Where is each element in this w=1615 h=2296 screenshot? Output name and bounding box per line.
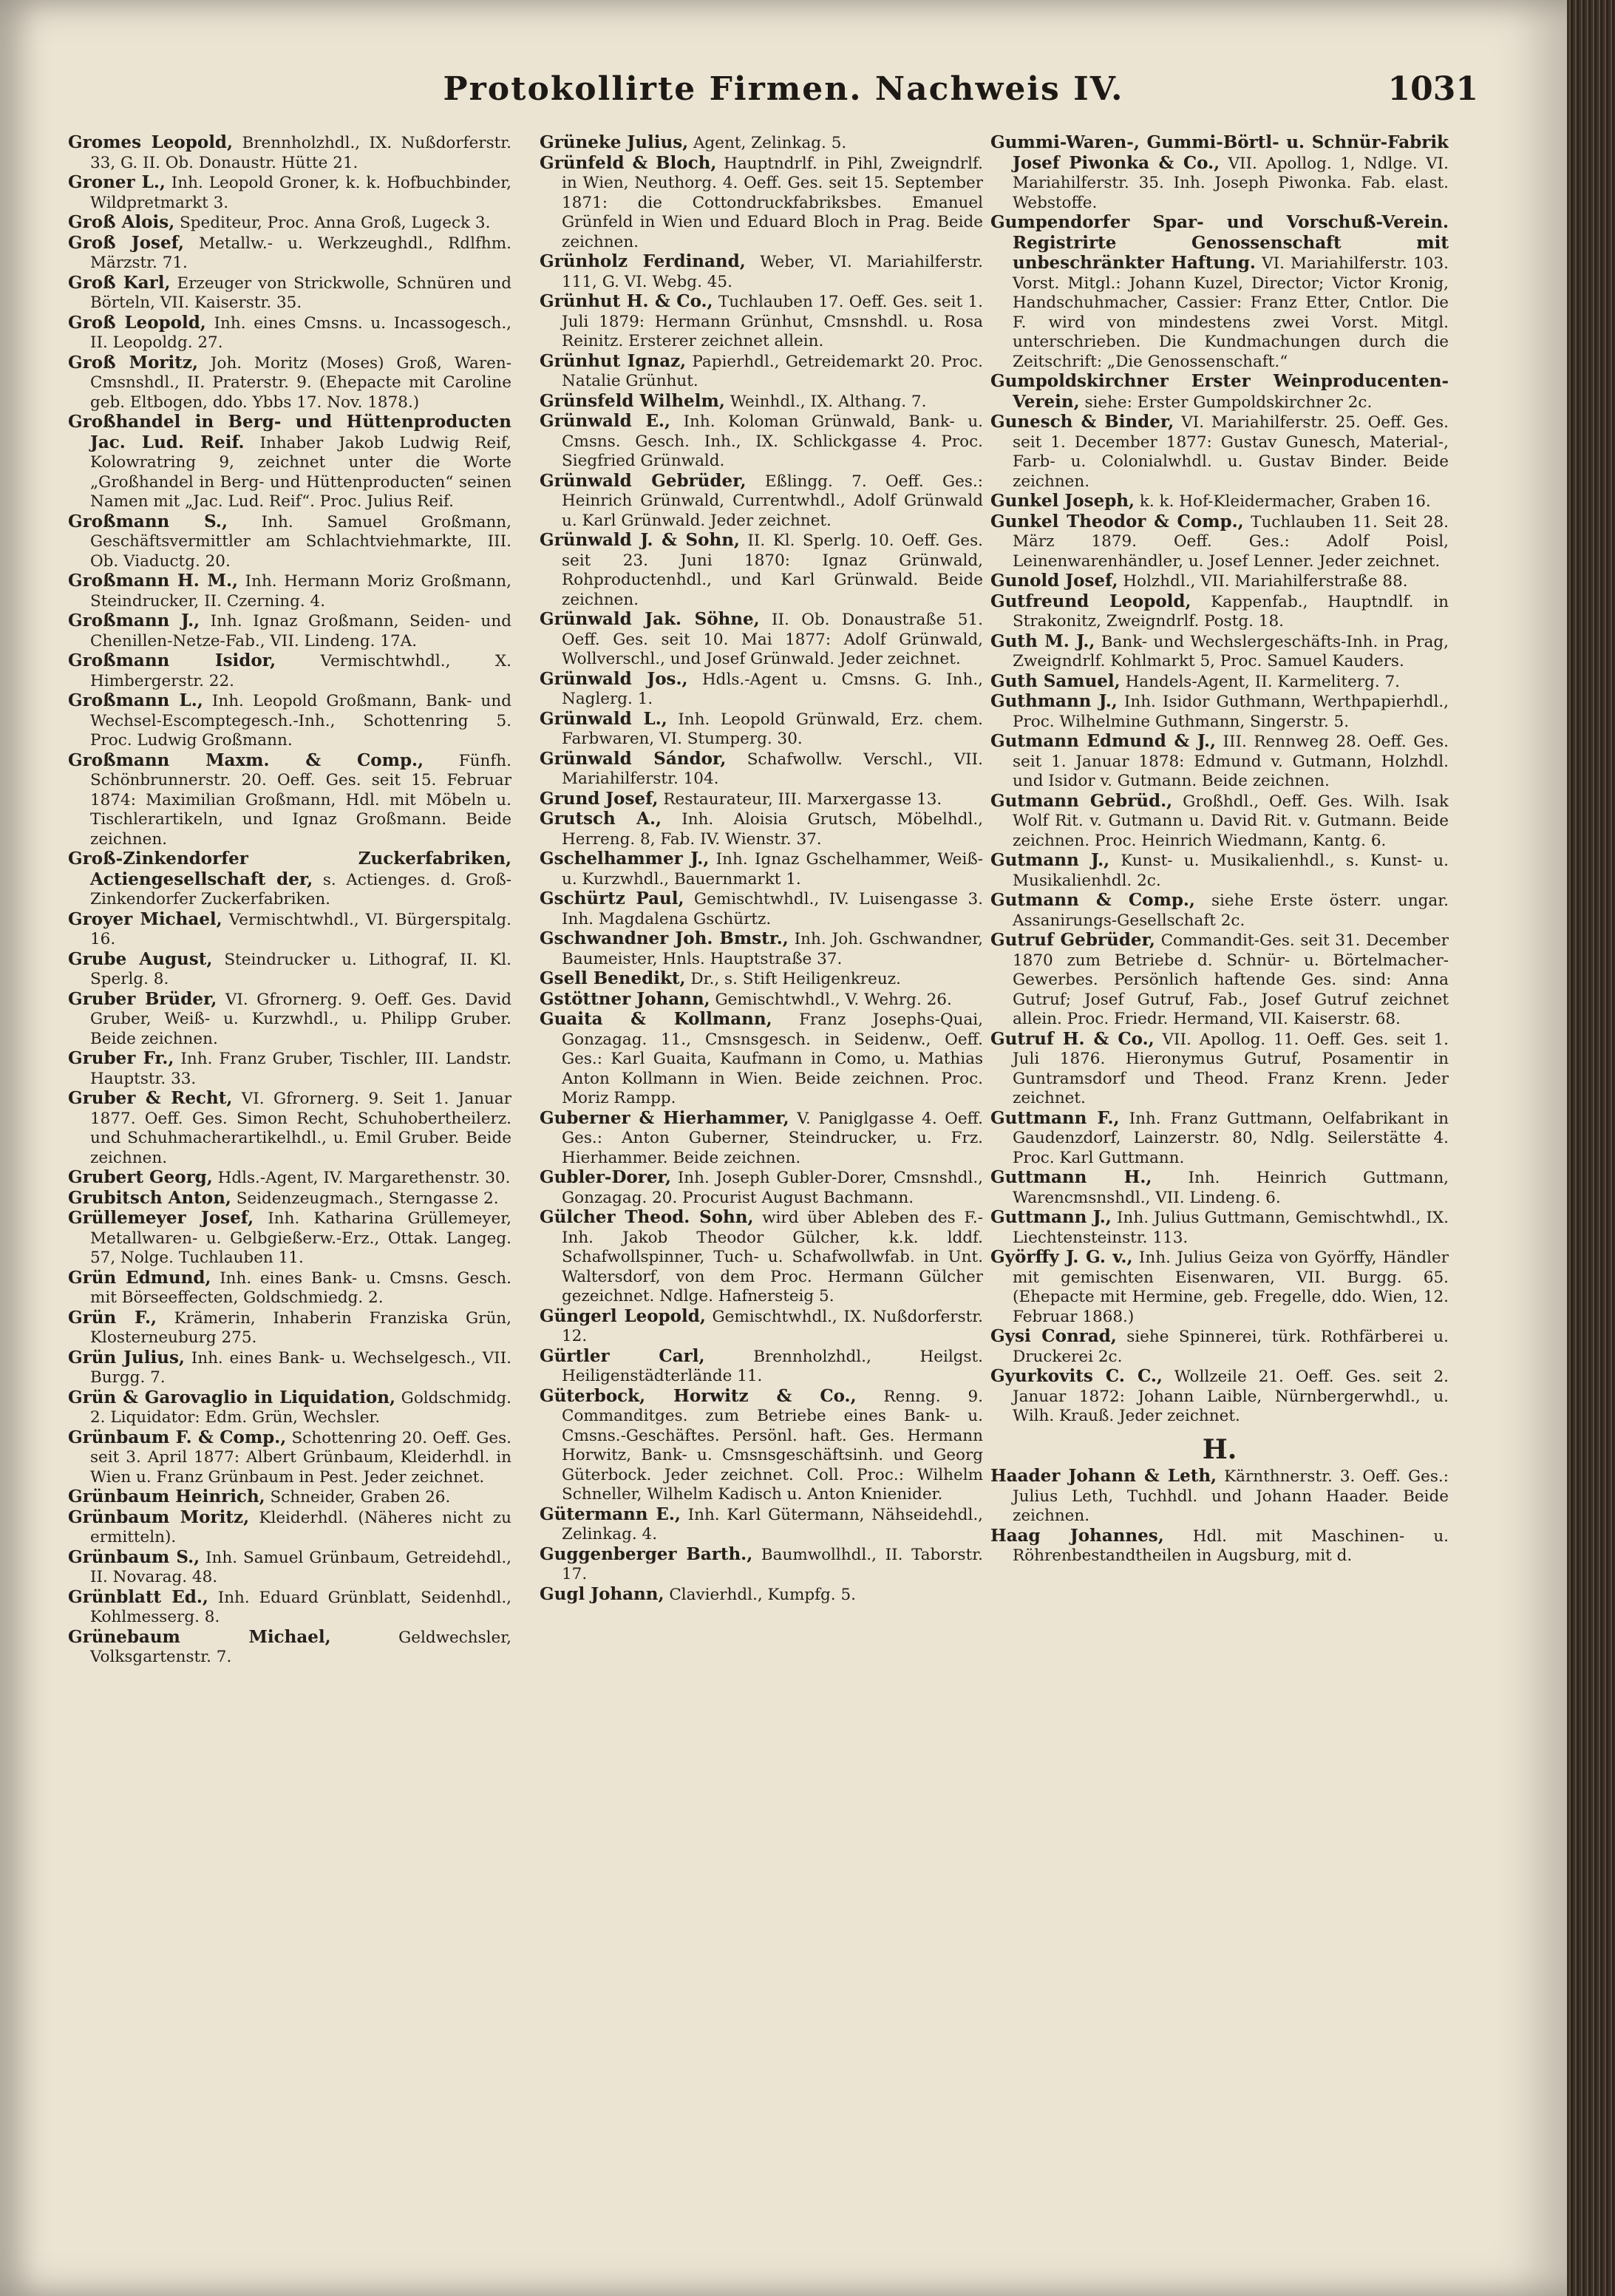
firm-name: Grünbaum F. & Comp.,: [68, 1427, 287, 1447]
firm-name: Gruber Fr.,: [68, 1048, 174, 1068]
directory-entry: [990, 672, 1449, 693]
directory-entry: [68, 1209, 511, 1268]
firm-details: siehe: Erster Gumpoldskirchner 2c.: [1084, 393, 1373, 412]
directory-entry: [990, 931, 1449, 1030]
firm-details: VII. Apollog. 11. Oeff. Ges. seit 1. Juli 1876. Hieronymus Gutruf, Posamentir in Guntramsdorf und Theod. Franz Krenn. Jeder zeichnet.: [1013, 1030, 1449, 1107]
firm-name: Großmann L.,: [68, 690, 203, 710]
firm-details: VI. Gfrornerg. 9. Oeff. Ges. David Gruber, Weiß- u. Kurzwhdl., u. Philipp Gruber. Beide zeichnen.: [90, 990, 511, 1048]
firm-name: Groß Karl,: [68, 272, 171, 293]
firm-details: Inh. Ignaz Großmann, Seiden- und Chenillen-Netze-Fab., VII. Lindeng. 17A.: [90, 612, 511, 651]
directory-entry: [540, 929, 983, 969]
firm-name: Grüllemeyer Josef,: [68, 1208, 254, 1228]
firm-name: Grünwald Jos.,: [540, 668, 688, 689]
firm-details: Inh. Katharina Grüllemeyer, Metallwaren- u. Gelbgießerw.-Erz., Ottak. Langeg. 57, Nolge. Tuchlauben 11.: [90, 1209, 511, 1267]
directory-entry: [540, 750, 983, 789]
column-right: [990, 133, 1449, 2277]
firm-details: Franz Josephs-Quai, Gonzagag. 11., Cmsnsgesch. in Seidenw., Oeff. Ges.: Karl Guaita, Kaufmann in Como, u. Mathias Anton Kollmann in Wien. Beide zeichnen. Proc. Moriz Rampp.: [562, 1011, 983, 1107]
firm-details: Hdl. mit Maschinen- u. Röhrenbestandtheilen in Augsburg, mit d.: [1013, 1526, 1449, 1565]
firm-details: Wollzeile 21. Oeff. Ges. seit 2. Januar 1872: Johann Laible, Nürnbergerwhdl., u. Wilh. Krauß. Jeder zeichnet.: [1013, 1368, 1449, 1425]
firm-details: Metallw.- u. Werkzeughdl., Rdlfhm. Märzstr. 71.: [90, 234, 511, 272]
firm-details: Eßlingg. 7. Oeff. Ges.: Heinrich Grünwald, Currentwhdl., Adolf Grünwald u. Karl Grünwald. Jeder zeichnet.: [562, 472, 983, 530]
firm-details: Weinhdl., IX. Althang. 7.: [730, 392, 927, 411]
firm-name: Gunkel Joseph,: [990, 491, 1135, 511]
firm-name: Guttmann J.,: [990, 1207, 1112, 1227]
directory-entry: [990, 213, 1449, 372]
directory-entry: [68, 1428, 511, 1488]
firm-name: Grüneke Julius,: [540, 133, 689, 152]
directory-entry: [540, 1585, 983, 1606]
firm-name: Gromes Leopold,: [68, 133, 234, 152]
firm-details: Inh. eines Bank- u. Cmsns. Gesch. mit Börseeffecten, Goldschmiedg. 2.: [90, 1268, 511, 1307]
firm-name: Gubler-Dorer,: [540, 1167, 671, 1187]
firm-name: Gruber Brüder,: [68, 988, 217, 1009]
firm-name: Guberner & Hierhammer,: [540, 1107, 789, 1128]
firm-name: Grünfeld & Bloch,: [540, 152, 717, 173]
firm-name: Gunesch & Binder,: [990, 412, 1174, 432]
directory-entry: [540, 1545, 983, 1585]
firm-name: Gugl Johann,: [540, 1583, 664, 1604]
firm-details: siehe Spinnerei, türk. Rothfärberei u. Druckerei 2c.: [1013, 1328, 1449, 1366]
firm-details: Agent, Zelinkag. 5.: [693, 134, 847, 152]
firm-name: Groß Leopold,: [68, 312, 206, 333]
directory-entry: [68, 1168, 511, 1189]
firm-name: Gunold Josef,: [990, 571, 1118, 591]
firm-details: Kleiderhdl. (Näheres nicht zu ermitteln).: [90, 1508, 511, 1546]
firm-name: Guth M. J.,: [990, 631, 1095, 651]
firm-details: Brennholzhdl., Heilgst. Heiligenstädterlände 11.: [562, 1347, 983, 1385]
directory-entry: [68, 651, 511, 691]
directory-entry: [540, 292, 983, 352]
firm-details: wird über Ableben des F.-Inh. Jakob Theodor Gülcher, k.k. lddf. Schafwollspinner, Tuch- u. Schafwollwfab. in Unt. Waltersdorf, von dem Proc. Hermann Gülcher gezeichnet. Ndlge. Hafnersteig 5.: [562, 1209, 983, 1305]
firm-name: Groß Moritz,: [68, 352, 198, 373]
directory-entry: [540, 412, 983, 472]
firm-name: Güngerl Leopold,: [540, 1305, 706, 1326]
firm-details: Papierhdl., Getreidemarkt 20. Proc. Natalie Grünhut.: [562, 352, 983, 390]
firm-details: Inh. Joseph Gubler-Dorer, Cmsnshdl., Gonzagag. 20. Procurist August Bachmann.: [562, 1169, 983, 1207]
directory-entry: [68, 910, 511, 950]
firm-name: Grünwald Jak. Söhne,: [540, 609, 760, 629]
directory-entry: [68, 353, 511, 413]
firm-name: Guttmann F.,: [990, 1107, 1120, 1128]
directory-entry: [540, 610, 983, 670]
firm-name: Grubitsch Anton,: [68, 1187, 231, 1208]
firm-details: Schottenring 20. Oeff. Ges. seit 3. April 1877: Albert Grünbaum, Kleiderhdl. in Wien u. Franz Grünbaum in Pest. Jeder zeichnet.: [90, 1428, 511, 1487]
directory-entry: [68, 849, 511, 910]
firm-name: Gülcher Theod. Sohn,: [540, 1207, 754, 1227]
firm-details: V. Paniglgasse 4. Oeff. Ges.: Anton Guberner, Steindrucker, u. Frz. Hierhammer. Beide zeichnen.: [562, 1109, 983, 1167]
firm-details: Inh. Eduard Grünblatt, Seidenhdl., Kohlmesserg. 8.: [90, 1588, 511, 1626]
directory-entry: [68, 1628, 511, 1668]
column-middle: [540, 133, 983, 2277]
firm-details: s. Actienges. d. Groß-Zinkendorfer Zuckerfabriken.: [90, 870, 511, 908]
directory-entry: [540, 252, 983, 292]
directory-entry: [990, 512, 1449, 572]
directory-entry: [68, 1487, 511, 1508]
directory-entry: [68, 1308, 511, 1348]
column-left: [68, 133, 511, 2277]
firm-details: VI. Mariahilferstr. 25. Oeff. Ges. seit 1. December 1877: Gustav Gunesch, Material-, Farb- u. Colonialwhdl. u. Gustav Binder. Beide zeichnen.: [1013, 413, 1449, 491]
directory-entry: [540, 1387, 983, 1505]
directory-entry: [540, 352, 983, 392]
firm-name: Groß Josef,: [68, 232, 185, 253]
directory-entry: [68, 611, 511, 651]
directory-entry: [68, 950, 511, 990]
firm-details: II. Ob. Donaustraße 51. Oeff. Ges. seit 10. Mai 1877: Adolf Grünwald, Wollverschl., und Josef Grünwald. Jeder zeichnet.: [562, 611, 983, 668]
firm-name: Großmann Maxm. & Comp.,: [68, 750, 424, 770]
firm-name: Gschelhammer J.,: [540, 849, 710, 869]
directory-entry: [990, 1168, 1449, 1208]
directory-entry: [990, 372, 1449, 412]
firm-name: Großmann Isidor,: [68, 651, 276, 670]
directory-entry: [540, 1307, 983, 1347]
firm-name: Gschürtz Paul,: [540, 889, 684, 908]
firm-name: Gysi Conrad,: [990, 1326, 1117, 1346]
firm-details: Spediteur, Proc. Anna Groß, Lugeck 3.: [180, 214, 491, 232]
firm-details: Baumwollhdl., II. Taborstr. 17.: [562, 1545, 983, 1583]
firm-details: Inh. Julius Guttmann, Gemischtwhdl., IX. Liechtensteinstr. 113.: [1013, 1209, 1449, 1247]
firm-name: Gummi-Waren-, Gummi-Börtl- u. Schnür-Fabrik Josef Piwonka & Co.,: [990, 133, 1449, 173]
directory-entry: [540, 154, 983, 253]
directory-entry: [990, 632, 1449, 672]
firm-details: VI. Gfrornerg. 9. Seit 1. Januar 1877. Oeff. Ges. Simon Recht, Schuhobertheilerz. und Schuhmacherartikelhdl., u. Emil Gruber. Beide zeichnen.: [90, 1090, 511, 1167]
firm-details: Holzhdl., VII. Mariahilferstraße 88.: [1123, 572, 1408, 591]
firm-details: Kunst- u. Musikalienhdl., s. Kunst- u. Musikalienhdl. 2c.: [1013, 852, 1449, 890]
directory-entry: [540, 990, 983, 1011]
firm-name: Gutruf H. & Co.,: [990, 1028, 1155, 1049]
firm-name: Grünwald E.,: [540, 411, 670, 431]
page-number: 1031: [1387, 70, 1478, 108]
directory-entry: [540, 531, 983, 610]
firm-name: Guaita & Kollmann,: [540, 1009, 772, 1029]
firm-details: Handels-Agent, II. Karmeliterg. 7.: [1125, 672, 1401, 691]
firm-details: Inh. Leopold Großmann, Bank- und Wechsel-Escomptegesch.-Inh., Schottenring 5. Proc. Ludwig Großmann.: [90, 692, 511, 750]
directory-entry: [68, 173, 511, 213]
directory-entry: [990, 732, 1449, 792]
firm-details: Inh. Franz Gruber, Tischler, III. Landstr. Hauptstr. 33.: [90, 1050, 511, 1088]
directory-entry: [540, 1168, 983, 1208]
directory-entry: [540, 133, 983, 154]
directory-entry: [990, 133, 1449, 213]
firm-details: Clavierhdl., Kumpfg. 5.: [669, 1585, 856, 1604]
directory-entry: [540, 1010, 983, 1109]
firm-name: Guggenberger Barth.,: [540, 1543, 753, 1564]
directory-entry: [68, 133, 511, 173]
directory-entry: [990, 571, 1449, 592]
firm-name: Groß-Zinkendorfer Zuckerfabriken, Actiengesellschaft der,: [68, 849, 511, 889]
firm-details: Tuchlauben 17. Oeff. Ges. seit 1. Juli 1879: Hermann Grünhut, Cmsnshdl. u. Rosa Reinitz. Ersterer zeichnet allein.: [562, 293, 983, 350]
directory-entry: [68, 1089, 511, 1168]
firm-name: Grünebaum Michael,: [68, 1626, 331, 1647]
firm-details: Seidenzeugmach., Sterngasse 2.: [236, 1189, 499, 1208]
firm-name: Grünwald Gebrüder,: [540, 470, 747, 491]
firm-details: Restaurateur, III. Marxergasse 13.: [663, 789, 942, 809]
firm-details: Brennholzhdl., IX. Nußdorferstr. 33, G. II. Ob. Donaustr. Hütte 21.: [90, 134, 511, 172]
firm-details: Inh. Ignaz Gschelhammer, Weiß- u. Kurzwhdl., Bauernmarkt 1.: [562, 850, 983, 889]
firm-name: Groyer Michael,: [68, 908, 222, 929]
firm-details: Vermischtwhdl., X. Himbergerstr. 22.: [90, 652, 511, 690]
firm-name: Gruber & Recht,: [68, 1088, 233, 1108]
firm-details: k. k. Hof-Kleidermacher, Graben 16.: [1139, 492, 1431, 511]
directory-entry: [990, 1467, 1449, 1526]
firm-name: Güterbock, Horwitz & Co.,: [540, 1385, 857, 1406]
firm-details: Inh. Samuel Großmann, Geschäftsvermittler am Schlachtviehmarkte, III. Ob. Viaductg. 20.: [90, 512, 511, 571]
firm-details: Großhdl., Oeff. Ges. Wilh. Isak Wolf Rit. v. Gutmann u. David Rit. v. Gutmann. Beide zeichnen. Proc. Heinrich Wiedmann, Kantg. 6.: [1013, 792, 1449, 850]
directory-entry: [68, 512, 511, 572]
firm-name: Gyurkovits C. C.,: [990, 1366, 1163, 1386]
firm-name: Gürtler Carl,: [540, 1345, 705, 1366]
directory-entry: [68, 313, 511, 353]
firm-details: Inhaber Jakob Ludwig Reif, Kolowratring 9, zeichnet unter die Worte „Großhandel in Berg- und Hüttenproducten“ seinen Namen mit „Jac. Lud. Reif“. Proc. Julius Reif.: [90, 433, 511, 511]
directory-entry: [540, 1109, 983, 1169]
firm-details: Inh. Koloman Grünwald, Bank- u. Cmsns. Gesch. Inh., IX. Schlickgasse 4. Proc. Siegfried Grünwald.: [562, 412, 983, 470]
directory-entry: [540, 710, 983, 750]
firm-name: Grün & Garovaglio in Liquidation,: [68, 1387, 395, 1407]
firm-details: Inh. Leopold Groner, k. k. Hofbuchbinder, Wildpretmarkt 3.: [90, 174, 511, 212]
directory-entry: [68, 1588, 511, 1628]
firm-name: Gutmann Edmund & J.,: [990, 731, 1217, 751]
firm-details: Dr., s. Stift Heiligenkreuz.: [690, 970, 901, 988]
firm-details: Tuchlauben 11. Seit 28. März 1879. Oeff. Ges.: Adolf Poisl, Leinenwarenhändler, u. Josef Lenner. Jeder zeichnet.: [1013, 512, 1449, 571]
firm-name: Grünhut Ignaz,: [540, 350, 687, 371]
firm-details: Steindrucker u. Lithograf, II. Kl. Sperlg. 8.: [90, 950, 511, 988]
firm-name: Gutruf Gebrüder,: [990, 930, 1155, 950]
firm-details: Inh. Isidor Guthmann, Werthpapierhdl., Proc. Wilhelmine Guthmann, Singerstr. 5.: [1013, 693, 1449, 731]
directory-entry: [68, 571, 511, 611]
directory-entry: [990, 1208, 1449, 1248]
firm-name: Gstöttner Johann,: [540, 988, 710, 1009]
directory-entry: [68, 691, 511, 751]
firm-details: Renng. 9. Commanditges. zum Betriebe eines Bank- u. Cmsns.-Geschäftes. Persönl. haft. Ges. Hermann Horwitz, Bank- u. Cmsnsgeschäftsinh. und Georg Güterbock. Jeder zeichnet. Coll. Proc.: Wilhelm Schneller, Wilhelm Kadisch u. Anton Knienider.: [562, 1387, 983, 1504]
firm-name: Grünholz Ferdinand,: [540, 251, 746, 271]
firm-name: Grün Julius,: [68, 1347, 185, 1368]
firm-name: Gsell Benedikt,: [540, 968, 686, 988]
firm-details: Inh. Heinrich Guttmann, Warencmsnshdl., VII. Lindeng. 6.: [1013, 1169, 1449, 1207]
firm-name: Grünwald L.,: [540, 708, 667, 729]
firm-details: Hauptndrlf. in Pihl, Zweigndrlf. in Wien, Neuthorg. 4. Oeff. Ges. seit 15. September 1871: die Cottondruckfabriksbes. Emanuel Grünfeld in Wien und Eduard Bloch in Prag. Beide zeichnen.: [562, 154, 983, 251]
firm-details: Schneider, Graben 26.: [270, 1488, 451, 1507]
section-letter: H.: [1202, 1433, 1237, 1465]
directory-entry: [990, 851, 1449, 891]
firm-details: Geldwechsler, Volksgartenstr. 7.: [90, 1628, 511, 1666]
directory-entry: [990, 692, 1449, 732]
directory-entry: [68, 990, 511, 1050]
directory-entry: [68, 1548, 511, 1588]
firm-name: Gütermann E.,: [540, 1504, 681, 1524]
firm-name: Grund Josef,: [540, 788, 659, 809]
firm-details: Inh. Leopold Grünwald, Erz. chem. Farbwaren, VI. Stumperg. 30.: [562, 710, 983, 748]
firm-details: Hdls.-Agent u. Cmsns. G. Inh., Naglerg. 1.: [562, 670, 983, 708]
firm-details: Inh. Aloisia Grutsch, Möbelhdl., Herreng. 8, Fab. IV. Wienstr. 37.: [562, 810, 983, 849]
firm-name: Grubert Georg,: [68, 1167, 213, 1187]
directory-entry: [990, 412, 1449, 492]
directory-entry: [68, 213, 511, 234]
directory-entry: [540, 849, 983, 889]
directory-entry: [68, 1189, 511, 1209]
firm-name: Gumpendorfer Spar- und Vorschuß-Verein. Registrirte Genossenschaft mit unbeschränkter Haftung.: [990, 212, 1449, 273]
firm-details: Inh. Franz Guttmann, Oelfabrikant in Gaudenzdorf, Lainzerstr. 80, Ndlg. Seilerstätte 4. Proc. Karl Guttmann.: [1013, 1109, 1449, 1167]
directory-entry: [990, 1327, 1449, 1367]
firm-name: Grünblatt Ed.,: [68, 1586, 208, 1607]
firm-name: Grünbaum Heinrich,: [68, 1487, 265, 1507]
firm-name: Gutfreund Leopold,: [990, 591, 1191, 611]
firm-name: Großmann S.,: [68, 511, 228, 531]
firm-name: Györffy J. G. v.,: [990, 1247, 1133, 1267]
firm-name: Grünwald J. & Sohn,: [540, 530, 740, 550]
directory-entry: [540, 889, 983, 929]
firm-details: Inh. Hermann Moriz Großmann, Steindrucker, II. Czerning. 4.: [90, 572, 511, 611]
firm-details: Hdls.-Agent, IV. Margarethenstr. 30.: [217, 1169, 511, 1187]
page-edge: [1567, 0, 1615, 2296]
firm-details: Inh. eines Cmsns. u. Incassogesch., II. Leopoldg. 27.: [90, 313, 511, 352]
directory-entry: [68, 1508, 511, 1548]
directory-entry: [540, 1505, 983, 1545]
firm-name: Grün F.,: [68, 1307, 157, 1328]
directory-entry: [540, 809, 983, 849]
directory-entry: [68, 1268, 511, 1308]
firm-details: Weber, VI. Mariahilferstr. 111, G. VI. Webg. 45.: [562, 253, 983, 291]
directory-entry: [990, 492, 1449, 512]
firm-name: Grünsfeld Wilhelm,: [540, 390, 725, 411]
firm-details: Bank- und Wechslergeschäfts-Inh. in Prag, Zweigndrlf. Kohlmarkt 5, Proc. Samuel Kauders.: [1013, 632, 1449, 670]
firm-name: Großmann H. M.,: [68, 571, 239, 591]
firm-name: Gumpoldskirchner Erster Weinproducenten-Verein,: [990, 371, 1449, 412]
directory-entry: [990, 1109, 1449, 1169]
page-header: [0, 70, 1567, 122]
firm-name: Großhandel in Berg- und Hüttenproducten Jac. Lud. Reif.: [68, 412, 511, 452]
directory-entry: [68, 274, 511, 313]
directory-entry: [540, 789, 983, 810]
directory-entry: [990, 1030, 1449, 1109]
firm-details: VI. Mariahilferstr. 103. Vorst. Mitgl.: Johann Kuzel, Director; Victor Kronig, Handschuhmacher, Cassier: Franz Etter, Cntlor. Die F. wird von mindestens zwei Vorst. Mitgl. unterschrieben. Die Kundmachungen durch die Zeitschrift: „Die Genossenschaft.“: [1013, 254, 1449, 371]
firm-name: Groß Alois,: [68, 212, 175, 232]
firm-details: III. Rennweg 28. Oeff. Ges. seit 1. Januar 1878: Edmund v. Gutmann, Holzhdl. und Isidor v. Gutmann. Beide zeichnen.: [1013, 733, 1449, 790]
firm-details: Krämerin, Inhaberin Franziska Grün, Klosterneuburg 275.: [90, 1308, 511, 1347]
directory-entry: [68, 751, 511, 850]
running-title: Protokollirte Firmen. Nachweis IV.: [443, 70, 1124, 108]
firm-details: Inh. Karl Gütermann, Nähseidehdl., Zelinkag. 4.: [562, 1505, 983, 1543]
directory-entry: [68, 1388, 511, 1428]
firm-details: Inh. Julius Geiza von Györffy, Händler mit gemischten Eisenwaren, VII. Burgg. 65. (Ehepacte mit Hermine, geb. Fregelle, ddo. Wien, 12. Februar 1868.): [1013, 1249, 1449, 1326]
firm-details: Inh. Samuel Grünbaum, Getreidehdl., II. Novarag. 48.: [90, 1548, 511, 1586]
directory-entry: [540, 670, 983, 710]
firm-details: Gemischtwhdl., IX. Nußdorferstr. 12.: [562, 1307, 983, 1345]
firm-details: Gemischtwhdl., IV. Luisengasse 3. Inh. Magdalena Gschürtz.: [562, 890, 983, 928]
firm-details: Schafwollw. Verschl., VII. Mariahilferstr. 104.: [562, 750, 983, 788]
directory-entry: [540, 969, 983, 990]
firm-name: Groner L.,: [68, 172, 166, 192]
directory-entry: [540, 1347, 983, 1387]
firm-details: Goldschmidg. 2. Liquidator: Edm. Grün, Wechsler.: [90, 1388, 511, 1427]
firm-name: Gutmann J.,: [990, 850, 1110, 870]
firm-details: Inh. Joh. Gschwandner, Baumeister, Hnls. Hauptstraße 37.: [562, 930, 983, 968]
firm-name: Haader Johann & Leth,: [990, 1466, 1217, 1486]
directory-entry: [990, 891, 1449, 931]
firm-name: Guth Samuel,: [990, 670, 1121, 691]
firm-name: Grünbaum Moritz,: [68, 1507, 250, 1527]
firm-details: II. Kl. Sperlg. 10. Oeff. Ges. seit 23. Juni 1870: Ignaz Grünwald, Rohproductenhdl., und Karl Grünwald. Beide zeichnen.: [562, 531, 983, 609]
firm-details: VII. Apollog. 1, Ndlge. VI. Mariahilferstr. 35. Inh. Joseph Piwonka. Fab. elast. Webstoffe.: [1013, 154, 1449, 212]
firm-name: Guttmann H.,: [990, 1167, 1152, 1187]
firm-details: Erzeuger von Strickwolle, Schnüren und Börteln, VII. Kaiserstr. 35.: [90, 274, 511, 312]
firm-name: Grünbaum S.,: [68, 1546, 200, 1567]
directory-entry: [68, 412, 511, 512]
firm-details: Inh. eines Bank- u. Wechselgesch., VII. Burgg. 7.: [90, 1348, 511, 1387]
firm-details: Vermischtwhdl., VI. Bürgerspitalg. 16.: [90, 910, 511, 948]
firm-name: Grün Edmund,: [68, 1267, 211, 1288]
firm-details: Gemischtwhdl., V. Wehrg. 26.: [715, 990, 952, 1009]
firm-details: Kärnthnerstr. 3. Oeff. Ges.: Julius Leth, Tuchhdl. und Johann Haader. Beide zeichnen.: [1013, 1467, 1449, 1525]
directory-entry: [540, 472, 983, 531]
directory-entry: [540, 1208, 983, 1307]
directory-entry: [990, 1248, 1449, 1327]
directory-entry: [68, 1348, 511, 1388]
firm-name: Grutsch A.,: [540, 809, 662, 829]
directory-entry: [990, 792, 1449, 852]
firm-name: Gutmann Gebrüd.,: [990, 790, 1173, 811]
directory-entry: [990, 592, 1449, 632]
firm-details: Kappenfab., Hauptndlf. in Strakonitz, Zweigndrlf. Postg. 18.: [1013, 592, 1449, 631]
firm-name: Grube August,: [68, 948, 213, 969]
firm-name: Gschwandner Joh. Bmstr.,: [540, 928, 789, 948]
directory-entry: [540, 392, 983, 412]
firm-details: Fünfh. Schönbrunnerstr. 20. Oeff. Ges. seit 15. Februar 1874: Maximilian Großmann, Hdl. mit Möbeln u. Tischlerartikeln, und Ignaz Großmann. Beide zeichnen.: [90, 751, 511, 849]
directory-entry: [990, 1526, 1449, 1566]
firm-name: Guthmann J.,: [990, 691, 1118, 711]
directory-entry: [990, 1367, 1449, 1427]
firm-name: Gunkel Theodor & Comp.,: [990, 511, 1244, 531]
firm-name: Haag Johannes,: [990, 1525, 1164, 1546]
directory-entry: [68, 234, 511, 274]
firm-name: Gutmann & Comp.,: [990, 890, 1195, 910]
firm-name: Grünwald Sándor,: [540, 748, 727, 769]
firm-details: siehe Erste österr. ungar. Assanirungs-Gesellschaft 2c.: [1013, 891, 1449, 930]
firm-name: Grünhut H. & Co.,: [540, 291, 713, 311]
firm-details: Commandit-Ges. seit 31. December 1870 zum Betriebe d. Schnür- u. Börtelmacher-Gewerbes. Persönlich haftende Ges. sind: Anna Gutruf; Josef Gutruf, Fab., Josef Gutruf zeichnet allein. Proc. Friedr. Hermand, VII. Kaiserstr. 68.: [1013, 931, 1449, 1028]
firm-name: Großmann J.,: [68, 611, 200, 631]
firm-details: Joh. Moritz (Moses) Groß, Waren-Cmsnshdl., II. Praterstr. 9. (Ehepacte mit Caroline geb. Eltbogen, ddo. Ybbs 17. Nov. 1878.): [90, 353, 511, 412]
directory-entry: [68, 1049, 511, 1089]
